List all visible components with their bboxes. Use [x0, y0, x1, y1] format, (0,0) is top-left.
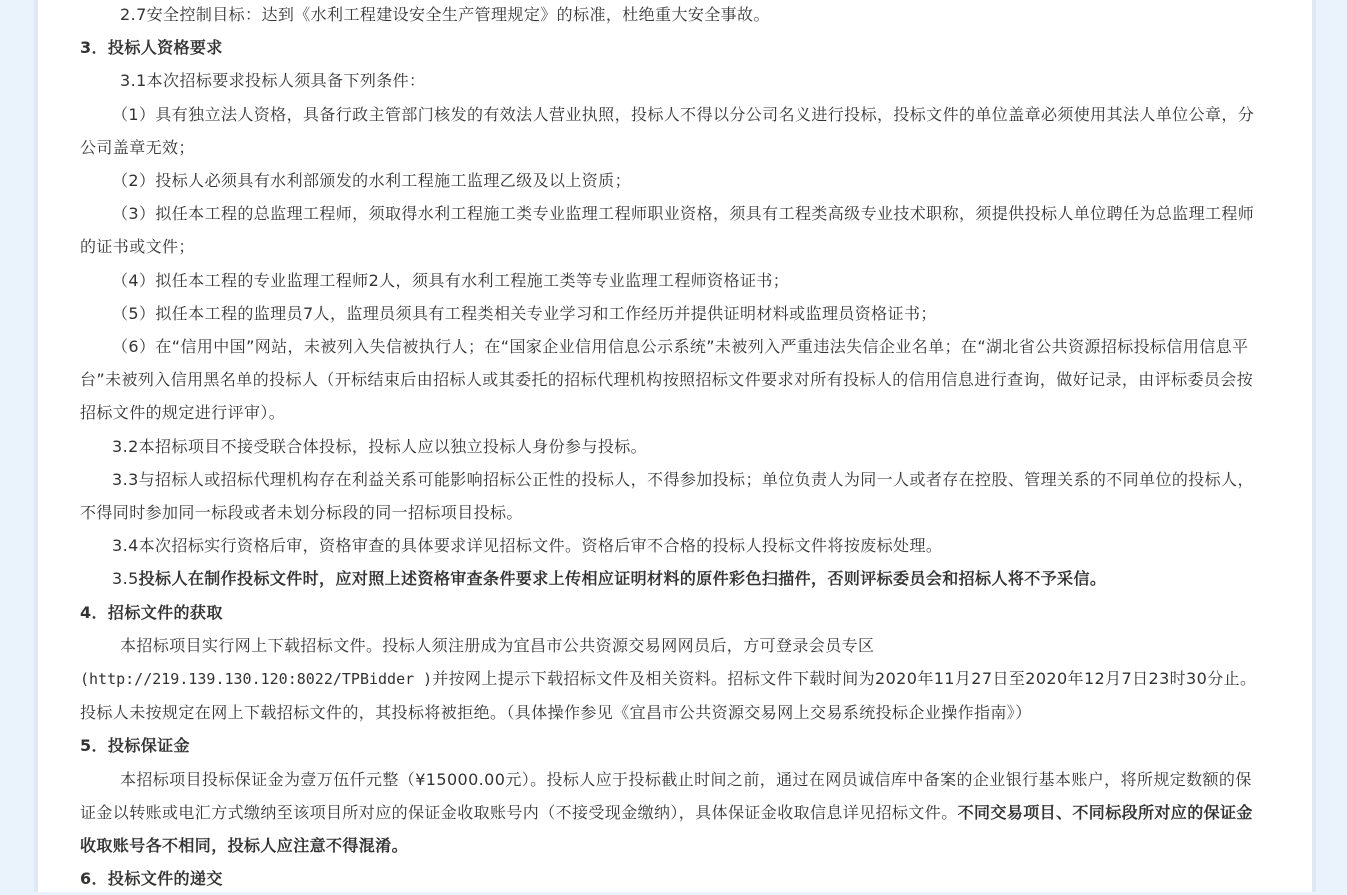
condition-3: （3）拟任本工程的总监理工程师，须取得水利工程施工类专业监理工程师职业资格，须具有工程类高级专业技术职称，须提供投标人单位聘任为总监理工程师的证书或文件；: [80, 204, 1255, 257]
paragraph-4-rest: 并按网上提示下载招标文件及相关资料。招标文件下载时间为2020年11月27日至2020年12月7日23时30分止。投标人未按规定在网上下载招标文件的，其投标将被拒绝。（具体操作参见《宜昌市公共资源交易网上交易系统投标企业操作指南》）: [80, 669, 1257, 723]
paragraph-3-5-bold-text: 投标人在制作投标文件时，应对照上述资格审查条件要求上传相应证明材料的原件彩色扫描件，否则评标委员会和招标人将不予采信。: [138, 569, 1107, 589]
paragraph-3-3: 3.3与招标人或招标代理机构存在利益关系可能影响招标公正性的投标人，不得参加投标；单位负责人为同一人或者存在控股、管理关系的不同单位的投标人，不得同时参加同一标段或者未划分标段的同一招标项目投标。: [80, 469, 1254, 523]
announcement-body: [80, 0, 1260, 895]
condition-2: （2）投标人必须具有水利部颁发的水利工程施工监理乙级及以上资质；: [112, 171, 631, 191]
paragraph-3-1: 3.1本次招标要求投标人须具备下列条件：: [120, 71, 426, 91]
condition-1: （1）具有独立法人资格，具备行政主管部门核发的有效法人营业执照，投标人不得以分公司名义进行投标，投标文件的单位盖章必须使用其法人单位公章，分公司盖章无效；: [80, 104, 1255, 157]
section-heading-3: 3．投标人资格要求: [80, 38, 223, 58]
paragraph-4-download: [80, 629, 1260, 730]
section-heading-6: 6．投标文件的递交: [80, 869, 223, 889]
paragraph-3-5: [80, 562, 1260, 595]
left-border: [34, 0, 38, 892]
paragraph-3-2: 3.2本招标项目不接受联合体投标，投标人应以独立投标人身份参与投标。: [112, 436, 648, 456]
condition-5: （5）拟任本工程的监理员7人，监理员须具有工程类相关专业学习和工作经历并提供证明材料或监理员资格证书；: [112, 303, 937, 323]
paragraph-5-text: 本招标项目投标保证金为壹万伍仟元整（¥15000.00元）。投标人应于投标截止时间之前，通过在网员诚信库中备案的企业银行基本账户，将所规定数额的保证金以转账或电汇方式缴纳至该项目所对应的保证金收取账号内（不接受现金缴纳），具体保证金收取信息详见招标文件。: [80, 769, 1252, 822]
section-heading-4: 4．招标文件的获取: [80, 602, 223, 622]
paragraph-5-bold-text: 不同交易项目、不同标段所对应的保证金收取账号各不相同，投标人应注意不得混淆。: [80, 802, 1253, 856]
paragraph-4-intro: 本招标项目实行网上下载招标文件。投标人须注册成为宜昌市公共资源交易网网员后，方可登录会员专区: [120, 635, 875, 655]
section-heading-5: 5．投标保证金: [80, 736, 190, 756]
paragraph-3-4: 3.4本次招标实行资格后审，资格审查的具体要求详见招标文件。资格后审不合格的投标人投标文件将按废标处理。: [112, 536, 943, 556]
condition-4: （4）拟任本工程的专业监理工程师2人，须具有水利工程施工类等专业监理工程师资格证书；: [112, 270, 790, 290]
member-area-url: (http://219.139.130.120:8022/TPBidder ): [80, 670, 433, 689]
right-border: [1312, 0, 1316, 892]
condition-6: （6）在“信用中国”网站，未被列入失信被执行人；在“国家企业信用信息公示系统”未被列入严重违法失信企业名单；在“湖北省公共资源招标投标信用信息平台”未被列入信用黑名单的投标人（开标结束后由招标人或其委托的招标代理机构按照招标文件要求对所有投标人的信用信息进行查询，做好记录，由评标委员会按招标文件的规定进行评审）。: [80, 337, 1254, 423]
paragraph-3-5-number: 3.5: [112, 569, 139, 589]
paragraph-2-7: 2.7安全控制目标：达到《水利工程建设安全生产管理规定》的标准，杜绝重大安全事故。: [120, 5, 770, 24]
paragraph-5-deposit: [80, 763, 1260, 863]
